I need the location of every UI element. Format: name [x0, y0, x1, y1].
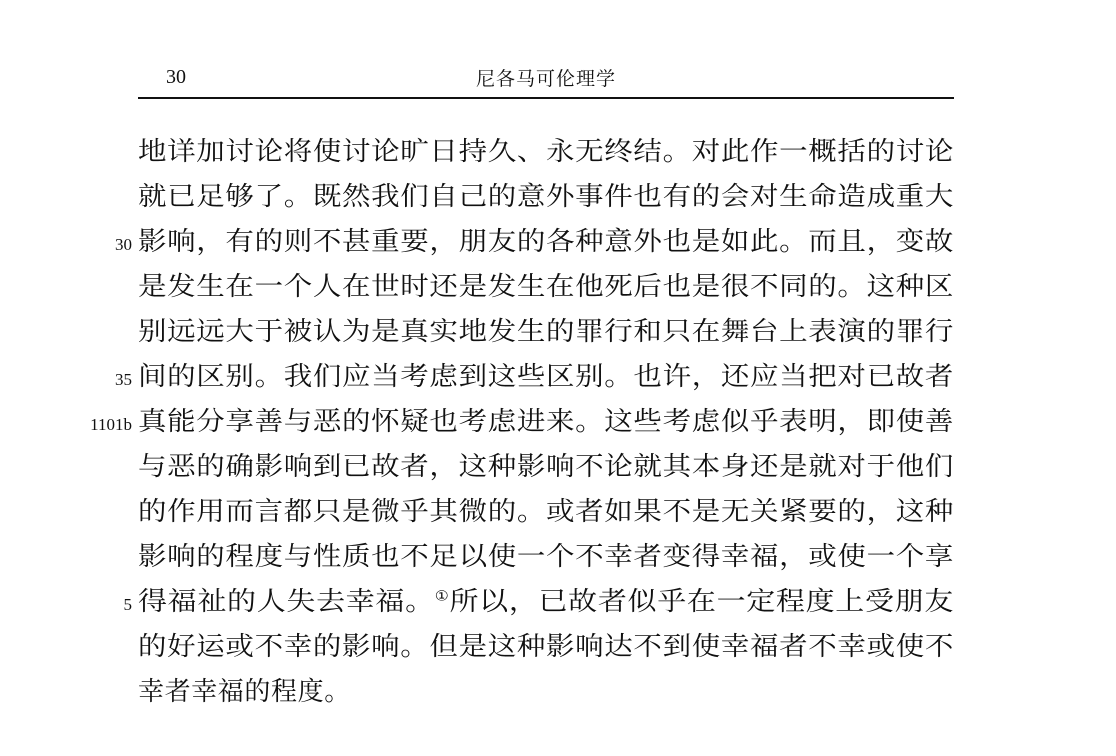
- line-text-part: 所以，已故者似乎在一定程度上受朋友: [449, 587, 954, 617]
- text-line: [138, 130, 958, 175]
- line-text: 别远远大于被认为是真实地发生的罪行和只在舞台上表演的罪行: [138, 317, 955, 347]
- running-title: 尼各马可伦理学: [475, 68, 616, 90]
- page-number: 30: [166, 66, 186, 88]
- text-line: [123, 580, 958, 625]
- footnote-marker[interactable]: ①: [434, 588, 450, 605]
- line-text: 影响，有的则不甚重要，朋友的各种意外也是如此。而且，变故: [138, 227, 955, 257]
- bekker-reference: 1101b: [90, 415, 132, 434]
- line-text: 的好运或不幸的影响。但是这种影响达不到使幸福者不幸或使不: [138, 632, 955, 662]
- line-text: 间的区别。我们应当考虑到这些区别。也许，还应当把对已故者: [138, 362, 955, 392]
- text-line: [90, 400, 958, 445]
- line-text: 与恶的确影响到已故者，这种影响不论就其本身还是就对于他们: [138, 452, 955, 482]
- text-line: [138, 265, 958, 310]
- line-text: 的作用而言都只是微乎其微的。或者如果不是无关紧要的，这种: [138, 497, 955, 527]
- text-line: [138, 535, 958, 580]
- page-header: [138, 58, 954, 98]
- header-rule: [138, 97, 954, 99]
- line-text: 就已足够了。既然我们自己的意外事件也有的会对生命造成重大: [138, 182, 955, 212]
- line-text: 是发生在一个人在世时还是发生在他死后也是很不同的。这种区: [138, 272, 955, 302]
- text-line: [138, 175, 958, 220]
- line-text: 真能分享善与恶的怀疑也考虑进来。这些考虑似乎表明，即使善: [138, 407, 955, 437]
- line-text-part: 得福祉的人失去幸福。: [138, 587, 435, 617]
- line-text: 幸者幸福的程度。: [138, 677, 351, 707]
- margin-line-number: 35: [115, 370, 132, 389]
- text-line: [138, 310, 958, 355]
- text-line: [138, 670, 958, 715]
- text-line: [115, 220, 958, 265]
- margin-line-number: 30: [115, 235, 132, 254]
- text-line: [138, 490, 958, 535]
- line-text: [138, 580, 954, 625]
- margin-line-number: 5: [123, 595, 132, 614]
- text-line: [138, 445, 958, 490]
- body-text: [90, 130, 958, 715]
- text-line: [115, 355, 958, 400]
- line-text: 地详加讨论将使讨论旷日持久、永无终结。对此作一概括的讨论: [138, 137, 955, 167]
- line-text: 影响的程度与性质也不足以使一个不幸者变得幸福，或使一个享: [138, 542, 955, 572]
- text-line: [138, 625, 958, 670]
